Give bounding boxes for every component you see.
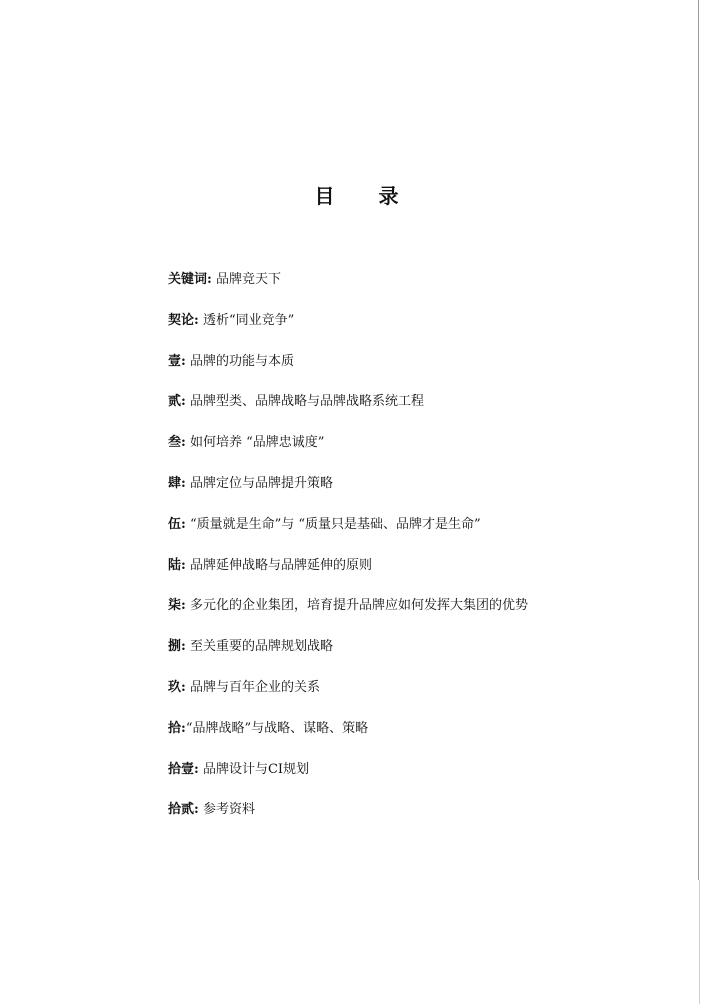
toc-item-title: 品牌竞天下 (211, 272, 281, 287)
toc-item-title: 品牌与百年企业的关系 (185, 679, 320, 695)
toc-item (168, 761, 528, 802)
toc-item-number: 契论: (168, 312, 199, 328)
toc-item-title: “品牌战略”与战略、谋略、策略 (185, 720, 369, 736)
page-title (0, 180, 713, 209)
toc-item-number: 捌: (168, 639, 186, 655)
toc-item-title: 品牌延伸战略与品牌延伸的原则 (185, 557, 372, 573)
toc-item (168, 312, 528, 353)
toc-item (168, 638, 528, 679)
toc-item-title: 品牌设计与CI规划 (198, 761, 310, 777)
toc-item (168, 557, 528, 598)
toc-item-number: 壹: (168, 353, 186, 369)
table-of-contents (168, 271, 528, 842)
page-edge-line-lower (699, 880, 700, 1004)
toc-item-number: 玖: (168, 679, 186, 695)
toc-item (168, 801, 528, 842)
toc-item (168, 353, 528, 394)
toc-item-title: 参考资料 (198, 802, 255, 818)
title-char-1: 目 (314, 184, 335, 208)
toc-item-number: 贰: (168, 394, 186, 410)
toc-item-number: 柒: (168, 598, 186, 614)
toc-item-number: 肆: (168, 475, 186, 491)
toc-item (168, 434, 528, 475)
toc-item (168, 271, 528, 312)
toc-item (168, 597, 528, 638)
toc-item-number: 伍: (168, 516, 186, 532)
toc-item-title: 如何培养 “品牌忠诚度” (185, 435, 325, 451)
toc-item (168, 393, 528, 434)
toc-item-number: 陆: (168, 557, 186, 573)
toc-item-number: 拾: (168, 720, 186, 736)
page-edge-line (698, 0, 699, 880)
toc-item (168, 679, 528, 720)
toc-item-number: 关键词: (168, 272, 212, 287)
toc-item (168, 516, 528, 557)
toc-item-title: “质量就是生命”与 “质量只是基础、品牌才是生命” (185, 516, 481, 532)
toc-item-number: 拾贰: (168, 802, 199, 818)
toc-item-number: 叁: (168, 435, 186, 451)
toc-item-title: 品牌的功能与本质 (185, 353, 294, 369)
toc-item-title: 透析“同业竞争” (198, 312, 295, 328)
toc-item-title: 多元化的企业集团，培育提升品牌应如何发挥大集团的优势 (185, 598, 528, 614)
toc-item-number: 拾壹: (168, 761, 199, 777)
toc-item-title: 品牌定位与品牌提升策略 (185, 475, 333, 491)
title-char-2: 录 (378, 184, 399, 208)
toc-item (168, 720, 528, 761)
toc-item (168, 475, 528, 516)
toc-item-title: 品牌型类、品牌战略与品牌战略系统工程 (185, 394, 424, 410)
toc-item-title: 至关重要的品牌规划战略 (185, 639, 333, 655)
